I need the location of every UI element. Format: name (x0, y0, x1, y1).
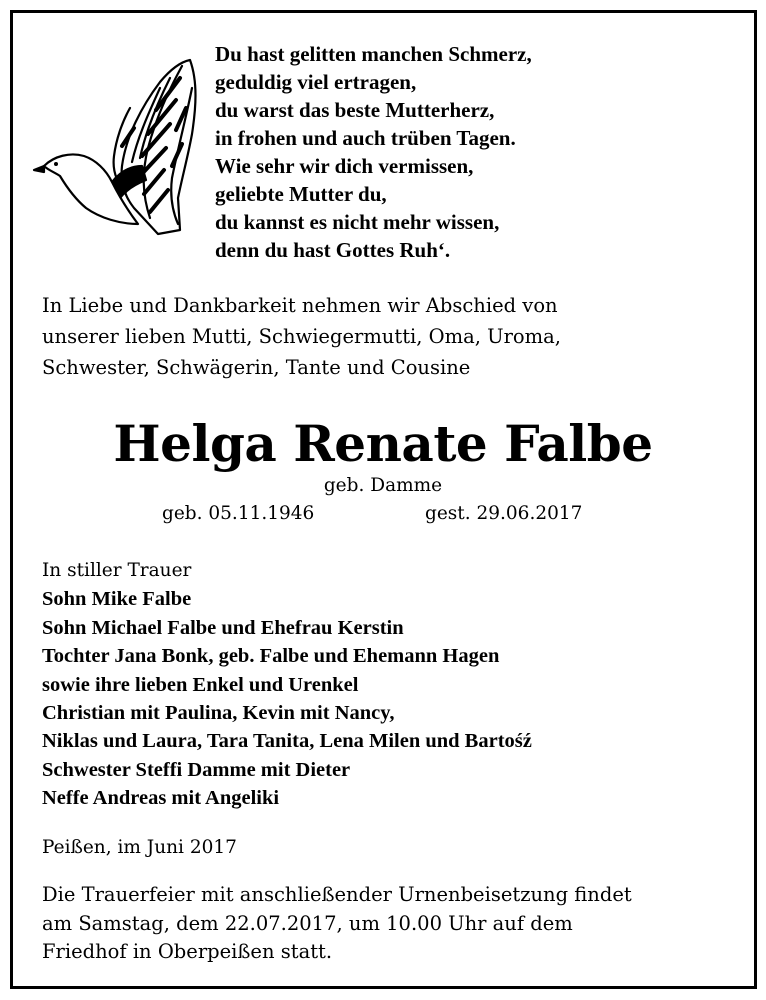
intro-line: Schwester, Schwägerin, Tante und Cousine (42, 356, 471, 379)
mourner-line: Schwester Steffi Damme mit Dieter (42, 758, 351, 781)
intro-text (42, 290, 732, 383)
mourner-line: Sohn Michael Falbe und Ehefrau Kerstin (42, 616, 404, 639)
mourner-line: Christian mit Paulina, Kevin mit Nancy, (42, 702, 395, 725)
mourner-line: sowie ihre lieben Enkel und Urenkel (42, 673, 359, 696)
mourner-line: Tochter Jana Bonk, geb. Falbe und Ehemann Hagen (42, 645, 500, 668)
intro-line: unserer lieben Mutti, Schwiegermutti, Oma, Uroma, (42, 325, 561, 348)
funeral-line: Friedhof in Oberpeißen statt. (42, 940, 333, 964)
poem-line: geliebte Mutter du, (215, 182, 387, 206)
mourners-list (42, 557, 742, 813)
poem-line: Du hast gelitten manchen Schmerz, (215, 42, 532, 66)
place-and-date: Peißen, im Juni 2017 (42, 837, 237, 858)
funeral-info (42, 881, 742, 967)
intro-line: In Liebe und Dankbarkeit nehmen wir Abschied von (42, 294, 558, 317)
mourner-line: Sohn Mike Falbe (42, 588, 192, 611)
maiden-name: geb. Damme (323, 475, 443, 496)
dove-eye-icon (54, 162, 58, 166)
praying-hands-with-dove-icon (30, 48, 205, 238)
poem-line: du warst das beste Mutterherz, (215, 98, 495, 122)
poem-line: in frohen und auch trüben Tagen. (215, 126, 516, 150)
funeral-line: am Samstag, dem 22.07.2017, um 10.00 Uhr auf dem (42, 911, 573, 935)
mourner-line: Neffe Andreas mit Angeliki (42, 787, 280, 810)
poem-line: Wie sehr wir dich vermissen, (215, 154, 474, 178)
deceased-name: Helga Renate Falbe (113, 414, 653, 473)
birth-date: geb. 05.11.1946 (162, 503, 315, 524)
poem-line: du kannst es nicht mehr wissen, (215, 210, 500, 234)
poem-line: denn du hast Gottes Ruh‘. (215, 238, 451, 262)
mourners-heading: In stiller Trauer (42, 560, 192, 581)
death-date: gest. 29.06.2017 (425, 503, 583, 524)
mourner-line: Niklas und Laura, Tara Tanita, Lena Milen und Bartośź (42, 730, 532, 753)
funeral-line: Die Trauerfeier mit anschließender Urnenbeisetzung findet (42, 883, 632, 906)
poem (215, 40, 735, 264)
poem-line: geduldig viel ertragen, (215, 70, 417, 94)
